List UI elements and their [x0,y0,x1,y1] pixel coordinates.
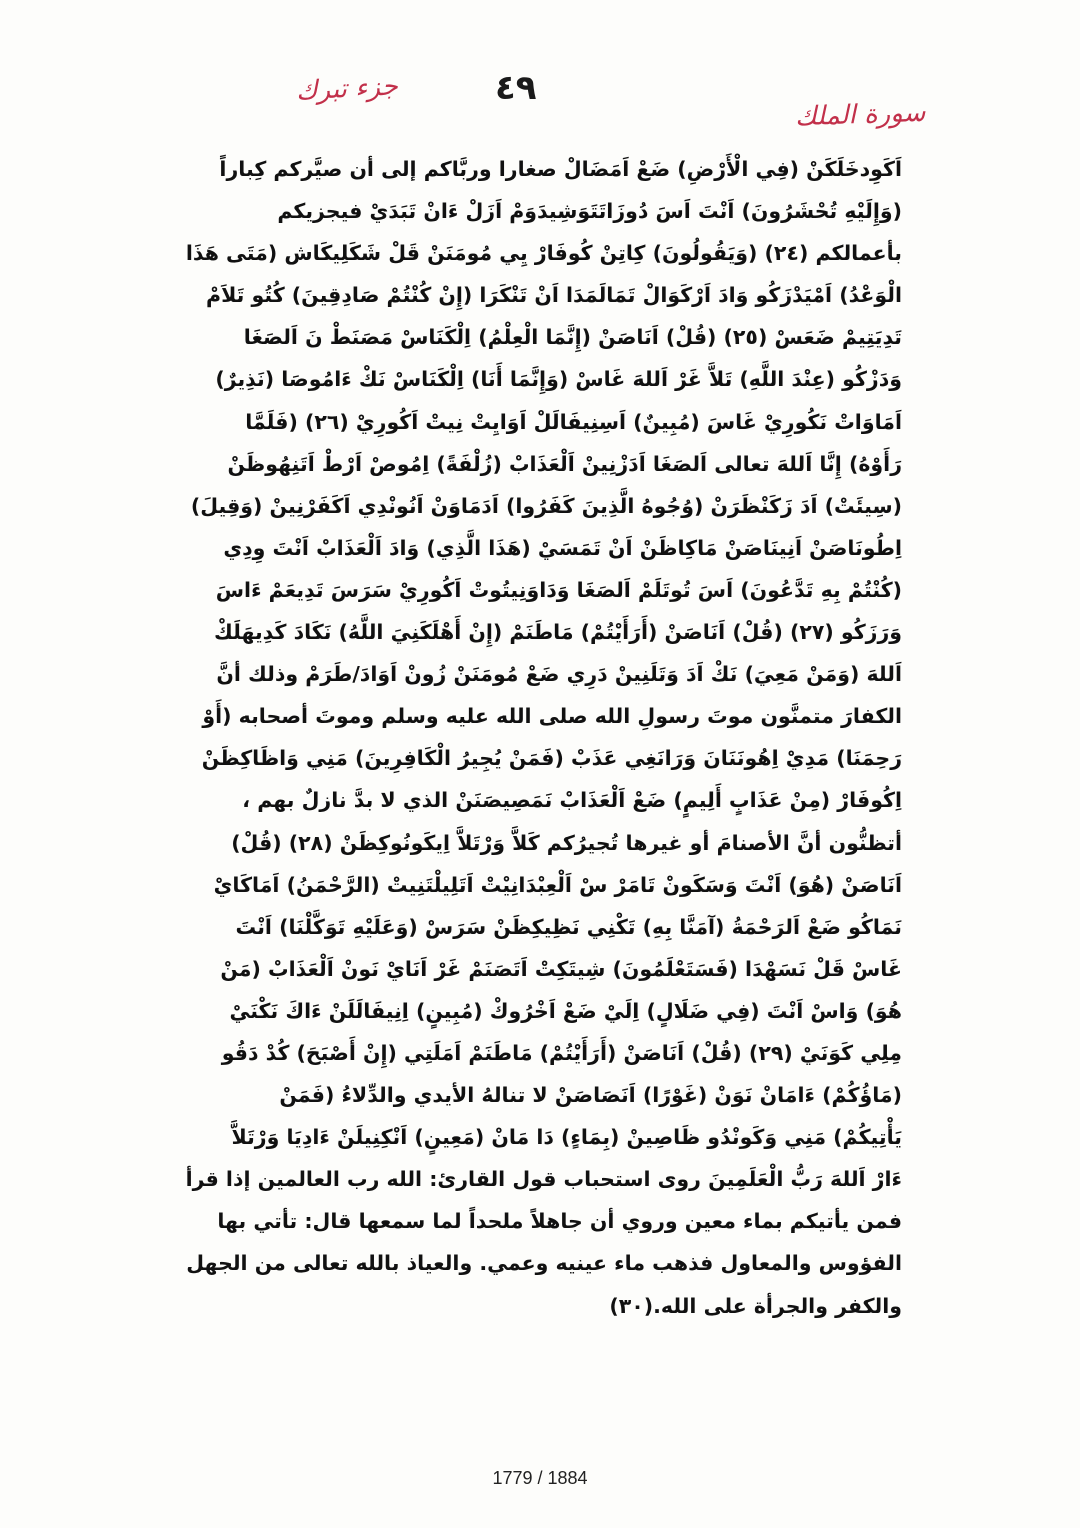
text-line: اَنَاصَنْ (هُوَ) اَنْتَ وَسَكَونْ تَامَرْ سْ اَلْعِبْدَانِيْتْ اَتَلِيلْتَنِيتْ (الرَّحْمَنُ) اَمَاكَايْ [213,872,902,897]
text-line: وَرَزَكُو (٢٧) (قُلْ) اَنَاصَنْ (أَرَأَيْتُمْ) مَاطَنَمْ (إِنْ أَهْلَكَنِيَ اللَّهُ) نَكَادَ كَدِيهَلَكْ [213,620,902,645]
text-line: وَدَزْكُو (عِنْدَ اللَّهِ) تَلاَّ غَرْ اَللهَ غَاسْ (وَإِنَّمَا أَنَا) اِلْكَنَاسْ نَكْ ءَامُوصَا (نَذِيرٌ) [215,367,902,392]
text-line: الفؤوس والمعاول فذهب ماء عينيه وعمي. والعياذ بالله تعالى من الجهل [186,1251,902,1276]
text-line: (سِيئَتْ) اَدَ زَكَنْظَرَنْ (وُجُوهُ الَّذِينَ كَفَرُوا) اَدَمَاوَنْ اَنُونْدِي اَكَفَرْنِينْ (وَقِيلَ) [190,493,902,518]
text-line: (مَاؤُكُمْ) ءَامَانْ نَوَنْ (غَوْرًا) اَنَصَاصَنْ لا تنالهُ الأيدي والدِّلاءُ (فَمَنْ [279,1083,902,1108]
text-line: نَمَاكُو ضَعْ اَلرَحْمَةُ (آمَنَّا بِهِ) تَكْنِي نَظِيكِظَنْ سَرَسْ (وَعَلَيْهِ تَوَكَّلْنَا) اَنْتَ [235,914,902,939]
body-text [180,148,902,1327]
handwritten-annotation-right: سورة الملك [794,97,926,133]
text-line: اَللهَ (وَمَنْ مَعِيَ) نَكْ اَدَ وَتَلَنِينْ دَرِي ضَعْ مُومَنَنْ زُونْ اَوَادَ/طَرَمْ وذلك أنَّ [216,662,902,687]
text-line: هُوَ) وَاسْ اَنْتَ (فِي ضَلَالٍ) اِلَيْ ضَعْ اَخْرُوكْ (مُبِينٍ) اِنِيفَالَلَنْ ءَاكَ نَكْنَيْ [229,998,902,1023]
text-line: الْوَعْدُ) اَمْيَدْزَكُو وَادَ اَرْكَوَالْ تَمَالَمَدَا اَنْ تَنْكَرَا (إِنْ كُنْتُمْ صَادِقِينَ) كُتُو تَلاَمْ [206,283,902,308]
text-line: الكفارَ متمنَّون موتَ رسولِ الله صلى الله عليه وسلم وموتَ أصحابه (أَوْ [202,704,902,729]
text-line: غَاسْ قَلْ نَسَهْدَا (فَسَتَعْلَمُونَ) شِيتَكِتْ اَتَصَنَمْ غَرْ اَنَايْ نَونْ اَلْعَذَابْ (مَنْ [220,956,902,981]
text-line: تَدِيَتِيمْ ضَعَسْ (٢٥) (قُلْ) اَنَاصَنْ (إِنَّمَا الْعِلْمُ) اِلْكَنَاسْ مَصَنَطْ نَ اَلصَغَا [243,325,902,350]
page-number: ٤٩ [495,68,537,108]
handwritten-annotation-left: جزء تبرك [295,71,399,107]
text-line: (وَإِلَيْهِ تُحْشَرُونَ) اَنْتَ اَسَ دُوزَاتَتَوَشِيدَوَمْ اَزَلْ ءَانْ تَبَدَيْ فيجزيكم [277,199,902,224]
text-line: اَكَوِدخَلَكَنْ (فِي الْأَرْضِ) ضَعْ اَمَضَالْ صغارا وربَّاكم إلى أن صيَّركم كِباراً [219,157,902,181]
page-counter: 1779 / 1884 [492,1468,588,1488]
text-line: اِطُونَاصَنْ اَنِينَاصَنْ مَاكِاظَنْ اَنْ تَمَسَيْ (هَذَا الَّذِي) وَادَ اَلْعَذَابْ اَنْتَ وِدِي [223,535,902,560]
text-line: مِلِي كَوَنَيْ (٢٩) (قُلْ) اَنَاصَنْ (أَرَأَيْتُمْ) مَاطَنَمْ اَمَلَتِي (إِنْ أَصْبَحَ) كُدْ دَقُو [221,1040,902,1065]
text-line: اَمَاوَاتْ نَكُورِيْ غَاسَ (مُبِينٌ) اَسِنِيفَالَلْ اَوَايِتْ نِيتْ اَكُورِيْ (٢٦) (فَلَمَّا [245,409,902,434]
text-line: بأعمالكم (٢٤) (وَيَقُولُونَ) كِاتِنْ كُوفَارْ يِي مُومَنَنْ قَلْ شَكَلِيكَاش (مَتَى هَذَا [185,241,902,266]
text-line: (كُنْتُمْ بِهِ تَدَّعُونَ) اَسَ تُوتَلَمْ اَلصَغَا وَدَاوَنِيتُوتْ اَكُورِيْ سَرَسَ تَدِيعَمْ ءَاسَ [215,577,902,602]
page-header [0,60,1080,150]
text-line: رَحِمَنَا) مَدِيْ اِهُونَنَانَ وَرَانَغِي عَذَبْ (فَمَنْ يُجِيرُ الْكَافِرِينَ) مَنِي وَاظَاكِظَنْ [201,746,902,771]
text-line: فمن يأتيكم بماء معين وروي أن جاهلاً ملحداً لما سمعها قال: تأتي بها [217,1209,902,1234]
text-line: ءَارْ اَللهَ رَبُّ الْعَلَمِينَ روى استحباب قول القارئ: الله رب العالمين إذا قرأ [185,1167,902,1192]
text-line: رَأَوْهُ) إِنَّا اَللهَ تعالى اَلصَغَا اَدَزْنِينْ اَلْعَذَابْ (زُلْفَةً) اِمُوصْ اَرْطْ اَتَنِهُوظَنْ [227,451,902,476]
text-line: يَأْتِيكُمْ) مَنِي وَكَونْدُو ظَاصِينْ (بِمَاءٍ) دَا مَانْ (مَعِينٍ) اَنْكِنِيلَنْ ءَادِيَا وَرْتَلاَّ [231,1125,902,1150]
text-line: أتظنُّون أنَّ الأصنامَ أو غيرها تُجيرُكم كَلاَّ وَرْتَلاَّ اِيكَونُوكِظَنْ (٢٨) (قُلْ) [231,830,902,855]
text-line: اِكُوفَارْ (مِنْ عَذَابٍ أَلِيمٍ) ضَعْ اَلْعَذَابْ نَمَصِيصَنَنْ الذي لا بدَّ نازلٌ بهم ، [242,788,902,813]
text-line: والكفر والجرأة على الله.(٣٠) [609,1293,902,1318]
